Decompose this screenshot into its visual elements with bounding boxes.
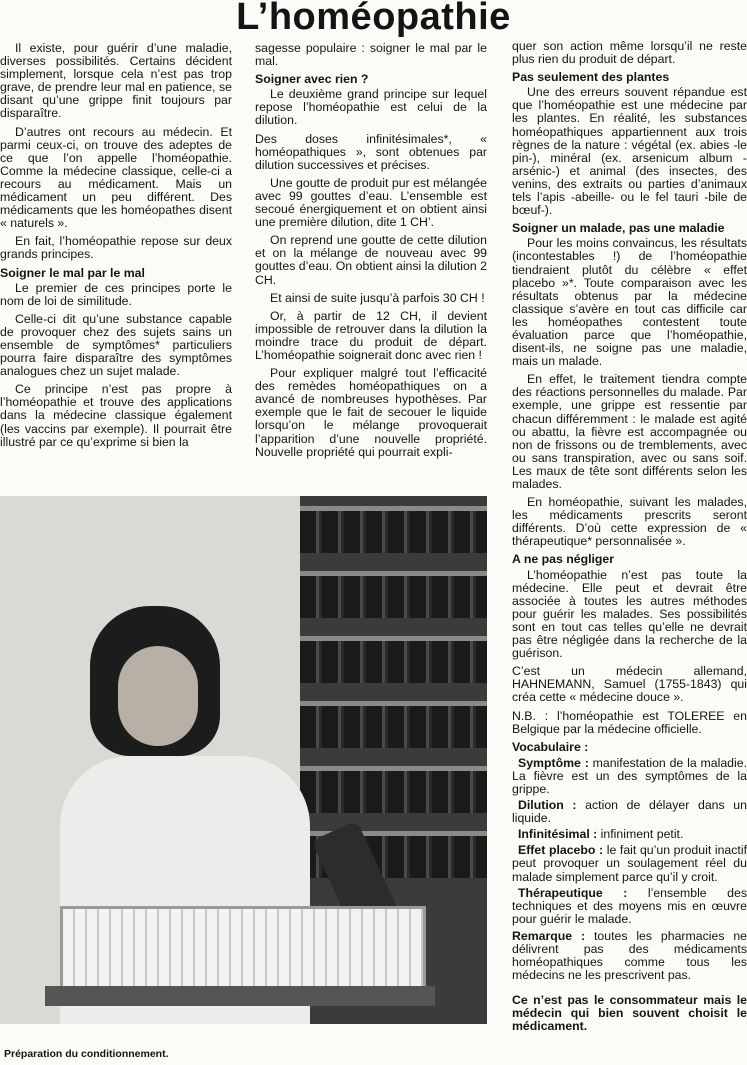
paragraph: C’est un médecin allemand, HAHNEMANN, Samuel (1755-1843) qui créa cette « médecine douce ». xyxy=(512,664,747,705)
shelf-row xyxy=(300,506,487,553)
paragraph: Le deuxième grand principe sur lequel repose l’homéopathie est celui de la dilution. xyxy=(255,87,487,128)
paragraph: Le premier de ces principes porte le nom de loi de similitude. xyxy=(0,280,232,308)
remark-term: Remarque : xyxy=(512,928,586,943)
vocabulary-entry xyxy=(512,887,747,926)
section-heading: Pas seulement des plantes xyxy=(512,70,670,85)
paragraph: sagesse populaire : soigner le mal par le mal. xyxy=(255,41,487,69)
vocabulary-definition: le fait qu’un produit inactif peut provoquer un soulagement réel du malade simplement parce qu’il y croit. xyxy=(512,843,747,884)
vocabulary-definition: manifestation de la maladie. La fièvre est un des symptômes de la grippe. xyxy=(512,755,747,796)
paragraph: D’autres ont recours au médecin. Et parmi ceux-ci, on trouve des adeptes de ce que l’on appelle l’homéopathie. Comme la médecine classique, celle-ci a recours au médicament. Mais un médicament un peu différent. Des médicaments que les homéopathes disent « naturels ». xyxy=(0,124,232,231)
lab-photo xyxy=(0,496,487,1024)
vocabulary-term: Symptôme : xyxy=(518,755,589,770)
vocabulary-definition: l’ensemble des techniques et des moyens mis en œuvre pour guérir le malade. xyxy=(512,885,747,926)
paragraph: Une des erreurs souvent répandue est que l’homéopathie est une médecine par les plantes. En réalité, les substances homéopathiques appartiennent aux trois règnes de la nature : végétal (ex. abies -le pin-), minéral (ex. arsenicum album -arsénic-) et animal (des insectes, des venins, des extraits ou parties d’animaux tels l’apis -abeille- ou le fel tauri -bile de bœuf-). xyxy=(512,85,747,218)
vocabulary-definition: action de délayer dans un liquide. xyxy=(512,798,747,826)
vial-tray xyxy=(60,906,426,992)
photo-caption: Préparation du conditionnement. xyxy=(4,1048,169,1060)
paragraph: Des doses infinitésimales*, « homéopathiques », sont obtenues par dilution successives et précises. xyxy=(255,131,487,172)
vocabulary-definition: infiniment petit. xyxy=(597,827,684,842)
column-3 xyxy=(512,40,747,1037)
section-heading: A ne pas négliger xyxy=(512,552,615,567)
paragraph: Pour les moins convaincus, les résultats (incontestables !) de l’homéopathie tiendraient plutôt du célèbre « effet placebo »*. Toute comparaison avec les résultats obtenus par la médecine classique s’avère en tout cas difficile car les homéopathes contestent toute évaluation parce que l’homéopathie, disent-ils, ne soigne pas une maladie, mais un malade. xyxy=(512,236,747,369)
paragraph: Or, à partir de 12 CH, il devient impossible de retrouver dans la dilution la moindre trace du produit de départ. L’homéopathie soignerait donc avec rien ! xyxy=(255,308,487,362)
paragraph: quer son action même lorsqu’il ne reste plus rien du produit de départ. xyxy=(512,39,747,67)
page-title: L’homéopathie xyxy=(236,0,511,38)
vocabulary-heading xyxy=(512,741,747,754)
paragraph: Il existe, pour guérir d’une maladie, diverses possibilités. Certains décident simplement, lorsque cela n’est pas trop grave, de prendre leur mal en patience, se disant qu’une grippe finit toujours par disparaître. xyxy=(0,41,232,121)
section-heading: Soigner le mal par le mal xyxy=(0,265,145,280)
paragraph: L’homéopathie n’est pas toute la médecine. Elle peut et devrait être associée à toutes les autres méthodes pour guérir les malades. Ses possibilités sont en tout cas telles qu’elle ne devrait pas être négligée dans la recherche de la guérison. xyxy=(512,567,747,661)
remark xyxy=(512,930,747,982)
remark-text: toutes les pharmacies ne délivrent pas des médicaments homéopathiques comme tous les médecins ne les prescrivent pas. xyxy=(512,928,747,983)
paragraph: Une goutte de produit pur est mélangée avec 99 gouttes d’eau. L’ensemble est secoué énergiquement et on obtient ainsi une première dilution, dite 1 CH’. xyxy=(255,175,487,230)
paragraph: En fait, l’homéopathie repose sur deux grands principes. xyxy=(0,234,232,262)
vocabulary-heading-text: Vocabulaire : xyxy=(512,739,589,754)
paragraph: En homéopathie, suivant les malades, les médicaments prescrits seront différents. D’où cette expression de « thérapeutique* personnalisée ». xyxy=(512,495,747,549)
vocabulary-entry xyxy=(512,799,747,825)
paragraph: Pour expliquer malgré tout l’efficacité des remèdes homéopathiques on a avancé de nombreuses hypothèses. Par exemple que le fait de secouer le liquide lorsqu’on le mélange provoquerait l’apparition d’une nouvelle propriété. Nouvelle propriété qui pourrait expli- xyxy=(255,366,487,459)
vocabulary-entry xyxy=(512,757,747,796)
face xyxy=(118,646,198,746)
section-heading: Soigner avec rien ? xyxy=(255,72,369,87)
paragraph: Et ainsi de suite jusqu’à parfois 30 CH ! xyxy=(270,290,485,305)
closing-statement: Ce n’est pas le consommateur mais le médecin qui bien souvent choisit le médicament. xyxy=(512,993,747,1034)
section-heading: Soigner un malade, pas une maladie xyxy=(512,221,725,236)
paragraph: N.B. : l’homéopathie est TOLEREE en Belgique par la médecine officielle. xyxy=(512,708,747,736)
vocabulary-term: Dilution : xyxy=(518,798,577,813)
vocabulary-box xyxy=(512,741,747,1034)
paragraph: Celle-ci dit qu’une substance capable de provoquer chez des sujets sains un ensemble de symptômes* particuliers pourra faire disparaître des symptômes analogues chez un sujet malade. xyxy=(0,311,232,379)
column-2 xyxy=(255,42,487,464)
tray-base xyxy=(45,986,435,1006)
vocabulary-term: Effet placebo : xyxy=(518,843,604,858)
vocabulary-term: Thérapeutique : xyxy=(518,885,628,900)
vocabulary-term: Infinitésimal : xyxy=(518,827,598,842)
vocabulary-entry xyxy=(512,828,747,841)
vocabulary-entry xyxy=(512,844,747,883)
paragraph: Ce principe n’est pas propre à l’homéopathie et trouve des applications dans la médecine classique également (les vaccins par exemple). Il pourrait être illustré par ce qu’exprime si bien la xyxy=(0,382,232,449)
paragraph: On reprend une goutte de cette dilution et on la mélange de nouveau avec 99 gouttes d’eau. On obtient ainsi la dilution 2 CH. xyxy=(255,233,487,287)
column-1 xyxy=(0,42,232,454)
paragraph: En effet, le traitement tiendra compte des réactions personnelles du malade. Par exemple, une grippe est ressentie par chacun différemment : le malade est agité ou abattu, la fièvre est accompagnée ou non de frissons ou de tremblements, avec ou sans transpiration, avec ou sans soif. Les maux de tête sont différents selon les malades. xyxy=(512,372,747,491)
